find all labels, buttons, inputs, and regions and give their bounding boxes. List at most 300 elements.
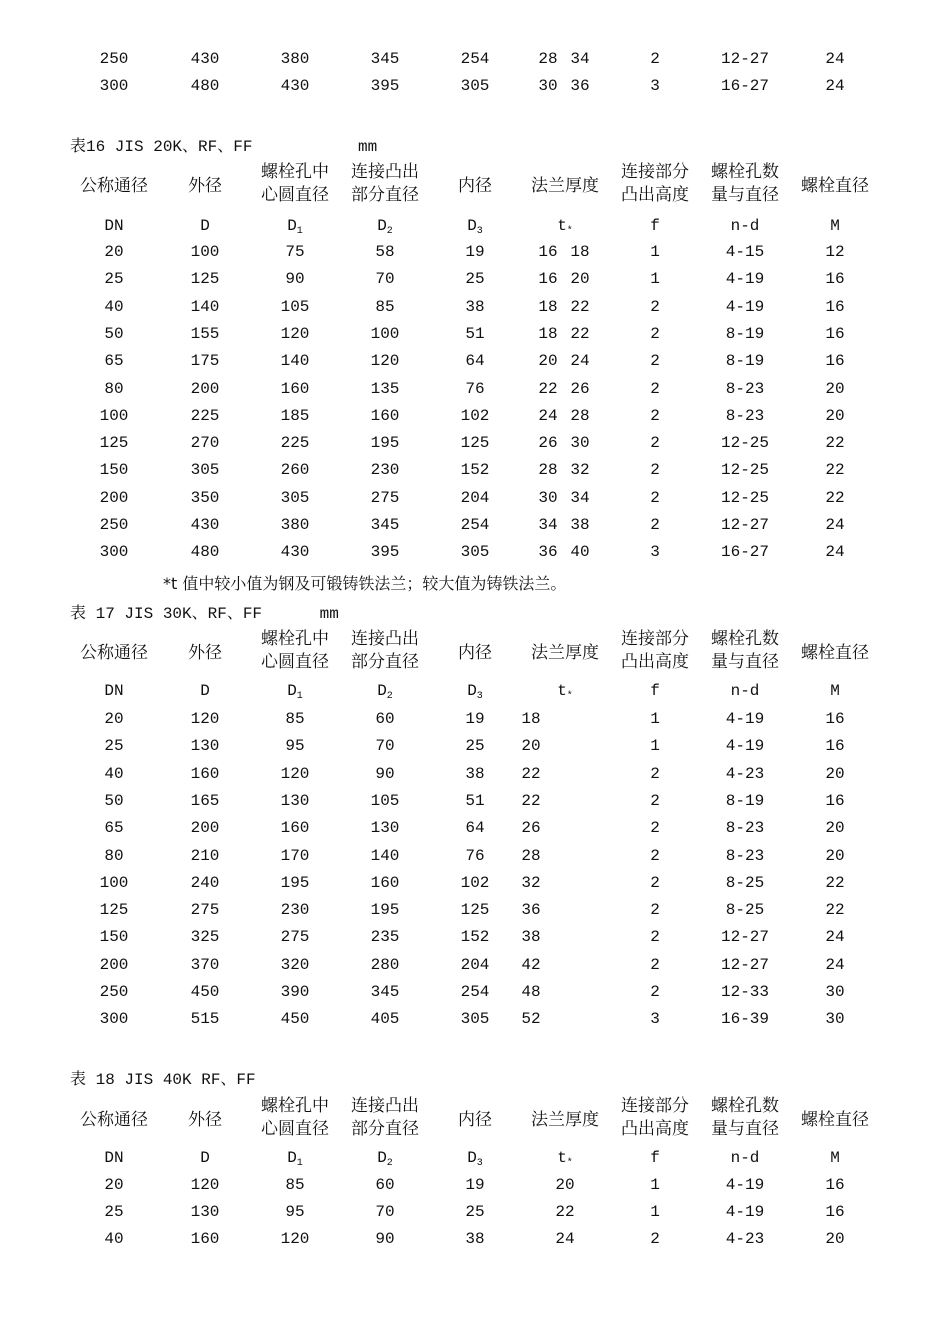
cell-dn: 150: [99, 461, 129, 480]
table18-row: [0, 1199, 950, 1226]
cell-d3: 25: [465, 270, 485, 289]
cell-m: 30: [825, 1010, 845, 1029]
cell-d: 515: [190, 1010, 220, 1029]
header-d: 外径: [188, 1110, 222, 1130]
cell-t1: 30: [538, 77, 558, 95]
cell-d: 350: [190, 488, 220, 507]
cell-m: 20: [825, 379, 845, 398]
cell-nd: 4-19: [725, 270, 765, 289]
cell-dn: 40: [104, 1230, 124, 1248]
cell-nd: 12-27: [720, 50, 769, 68]
cell-t1: 28: [538, 50, 558, 68]
cell-f: 3: [650, 543, 660, 562]
cell-f: 1: [650, 737, 660, 756]
cell-nd: 4-19: [725, 1176, 765, 1194]
cell-d: 160: [190, 764, 220, 783]
cell-d: 370: [190, 955, 220, 974]
cell-dn: 40: [104, 297, 124, 316]
symbol-d2: $D_2$: [377, 1149, 393, 1169]
symbol-d2: $D_2$: [377, 682, 393, 702]
cell-d2: 140: [370, 846, 400, 865]
cell-f: 1: [650, 270, 660, 289]
cell-dn: 25: [104, 737, 124, 756]
table16-note: *t 值中较小值为钢及可锻铸铁法兰；较大值为铸铁法兰。: [163, 574, 567, 593]
cell-d2: 70: [375, 1203, 395, 1221]
symbol-f: f: [650, 217, 660, 235]
cell-m: 20: [825, 819, 845, 838]
cell-d3: 254: [460, 983, 490, 1001]
cell-d2: 100: [370, 324, 400, 343]
cell-t1: 16: [538, 270, 558, 289]
table16-row: [0, 321, 950, 348]
cell-d: 210: [190, 846, 220, 865]
cell-d1: 120: [280, 1230, 310, 1248]
cell-d1: 430: [280, 77, 310, 95]
cell-d: 100: [190, 243, 220, 261]
cell-d3: 152: [460, 928, 490, 947]
cell-t1: 22: [538, 379, 558, 398]
cell-nd: 8-23: [725, 846, 765, 865]
cell-d2: 345: [370, 983, 400, 1001]
cell-d2: 160: [370, 873, 400, 892]
cell-d2: 130: [370, 819, 400, 838]
cell-t: 20: [555, 1176, 575, 1194]
cell-m: 22: [825, 488, 845, 507]
header-m: 螺栓直径: [801, 643, 869, 663]
cell-d3: 305: [460, 1010, 490, 1029]
cell-m: 22: [825, 901, 845, 920]
cell-nd: 4-15: [725, 243, 765, 261]
table17-symbols: [0, 678, 950, 705]
cell-nd: 4-23: [725, 764, 765, 783]
table16-row: [0, 403, 950, 430]
symbol-d: D: [200, 217, 210, 235]
header-d3: 内径: [458, 643, 492, 663]
cell-dn: 125: [99, 434, 129, 453]
cell-d: 165: [190, 791, 220, 810]
cell-d: 240: [190, 873, 220, 892]
cell-d1: 160: [280, 379, 310, 398]
table16-row: [0, 294, 950, 321]
cell-f: 2: [650, 955, 660, 974]
table18-title: 表 18 JIS 40K RF、FF: [70, 1071, 256, 1089]
table17-header: [0, 628, 950, 678]
cell-d3: 76: [465, 846, 485, 865]
cell-t1: 34: [538, 516, 558, 534]
cell-dn: 300: [99, 77, 129, 95]
cell-d2: 345: [370, 50, 400, 68]
table16-symbols: [0, 213, 950, 240]
header-d2: 连接凸出 部分直径: [351, 162, 419, 205]
cell-d3: 64: [465, 819, 485, 838]
cell-d1: 195: [280, 873, 310, 892]
cell-d3: 102: [460, 873, 490, 892]
cell-t: 48: [521, 983, 541, 1001]
header-f: 连接部分 凸出高度: [621, 162, 689, 205]
cell-dn: 65: [104, 352, 124, 371]
cell-d1: 260: [280, 461, 310, 480]
cell-d1: 380: [280, 50, 310, 68]
cell-m: 22: [825, 873, 845, 892]
cell-f: 1: [650, 1203, 660, 1221]
table17-row: [0, 706, 950, 733]
cell-d2: 85: [375, 297, 395, 316]
header-d: 外径: [188, 643, 222, 663]
cell-nd: 12-25: [720, 434, 769, 453]
cell-dn: 200: [99, 488, 129, 507]
table16-row: [0, 430, 950, 457]
cell-f: 2: [650, 352, 660, 371]
cell-d: 225: [190, 406, 220, 425]
cell-d1: 120: [280, 764, 310, 783]
table17-title: 表 17 JIS 30K、RF、FF mm: [70, 605, 339, 623]
cell-d2: 395: [370, 77, 400, 95]
cell-d3: 19: [465, 1176, 485, 1194]
cell-d1: 85: [285, 710, 305, 728]
cell-d3: 19: [465, 710, 485, 728]
cell-nd: 8-19: [725, 791, 765, 810]
cell-nd: 8-25: [725, 873, 765, 892]
symbol-f: f: [650, 1149, 660, 1167]
cell-d2: 405: [370, 1010, 400, 1029]
cell-dn: 80: [104, 846, 124, 865]
table17-row: [0, 761, 950, 788]
cell-t2: 18: [570, 243, 590, 261]
cell-d1: 105: [280, 297, 310, 316]
cell-m: 20: [825, 764, 845, 783]
cell-d2: 58: [375, 243, 395, 261]
table16-row: [0, 376, 950, 403]
cell-d: 155: [190, 324, 220, 343]
cell-nd: 4-19: [725, 710, 765, 728]
symbol-nd: n-d: [730, 682, 760, 700]
cell-dn: 100: [99, 873, 129, 892]
cell-d3: 38: [465, 764, 485, 783]
cell-dn: 250: [99, 50, 129, 68]
cell-m: 16: [825, 270, 845, 289]
cell-d1: 90: [285, 270, 305, 289]
table17-row: [0, 788, 950, 815]
cell-t2: 34: [570, 488, 590, 507]
cell-nd: 12-27: [720, 516, 769, 534]
table16-header: [0, 161, 950, 211]
cell-d3: 305: [460, 543, 490, 562]
cell-t2: 20: [570, 270, 590, 289]
cell-nd: 12-25: [720, 488, 769, 507]
cell-d2: 160: [370, 406, 400, 425]
table18-header: [0, 1095, 950, 1145]
cell-dn: 300: [99, 1010, 129, 1029]
cell-d2: 70: [375, 737, 395, 756]
cell-d3: 64: [465, 352, 485, 371]
header-d1: 螺栓孔中 心圆直径: [261, 1096, 329, 1139]
cell-dn: 80: [104, 379, 124, 398]
cell-dn: 40: [104, 764, 124, 783]
table17-row: [0, 1006, 950, 1033]
cell-d: 480: [190, 77, 220, 95]
cell-nd: 8-23: [725, 819, 765, 838]
cell-d1: 305: [280, 488, 310, 507]
cell-f: 1: [650, 1176, 660, 1194]
cell-f: 2: [650, 846, 660, 865]
cell-t2: 24: [570, 352, 590, 371]
cell-t1: 26: [538, 434, 558, 453]
cell-d: 275: [190, 901, 220, 920]
cell-d1: 185: [280, 406, 310, 425]
cell-t: 22: [521, 791, 541, 810]
symbol-d: D: [200, 1149, 210, 1167]
symbol-d3: $D_3$: [467, 682, 483, 702]
header-nd: 螺栓孔数 量与直径: [711, 1096, 779, 1139]
cell-d: 270: [190, 434, 220, 453]
cell-d3: 25: [465, 1203, 485, 1221]
cell-d: 175: [190, 352, 220, 371]
table17-row: [0, 979, 950, 1006]
cell-nd: 12-27: [720, 955, 769, 974]
symbol-nd: n-d: [730, 1149, 760, 1167]
cell-d2: 280: [370, 955, 400, 974]
cell-d1: 85: [285, 1176, 305, 1194]
table18-symbols: [0, 1145, 950, 1172]
header-dn: 公称通径: [80, 176, 148, 196]
cell-d1: 95: [285, 1203, 305, 1221]
cell-t: 28: [521, 846, 541, 865]
cell-m: 16: [825, 324, 845, 343]
cell-nd: 8-25: [725, 901, 765, 920]
cell-nd: 16-27: [720, 77, 769, 95]
cell-d2: 105: [370, 791, 400, 810]
cell-nd: 4-23: [725, 1230, 765, 1248]
symbol-t: $t_*$: [557, 217, 573, 237]
cell-d2: 275: [370, 488, 400, 507]
cell-m: 24: [825, 928, 845, 947]
cell-t2: 22: [570, 297, 590, 316]
symbol-dn: DN: [104, 682, 124, 700]
cell-m: 16: [825, 737, 845, 756]
cell-d1: 275: [280, 928, 310, 947]
cell-d1: 230: [280, 901, 310, 920]
cell-t: 26: [521, 819, 541, 838]
cell-dn: 125: [99, 901, 129, 920]
table18-row: [0, 1172, 950, 1199]
cell-d3: 25: [465, 737, 485, 756]
cell-d3: 204: [460, 955, 490, 974]
header-m: 螺栓直径: [801, 176, 869, 196]
header-d3: 内径: [458, 176, 492, 196]
cell-d3: 152: [460, 461, 490, 480]
cell-f: 3: [650, 1010, 660, 1029]
cell-dn: 25: [104, 1203, 124, 1221]
cell-f: 2: [650, 819, 660, 838]
cell-d2: 70: [375, 270, 395, 289]
table16-row: [0, 539, 950, 566]
symbol-d1: $D_1$: [287, 217, 303, 237]
cell-m: 16: [825, 352, 845, 371]
cell-d1: 450: [280, 1010, 310, 1029]
cell-t2: 38: [570, 516, 590, 534]
cell-m: 24: [825, 77, 845, 95]
header-d2: 连接凸出 部分直径: [351, 1096, 419, 1139]
cell-d2: 195: [370, 901, 400, 920]
header-t: 法兰厚度: [531, 176, 599, 196]
cell-t1: 18: [538, 324, 558, 343]
cell-nd: 8-23: [725, 379, 765, 398]
cell-m: 12: [825, 243, 845, 261]
table16-row: [0, 512, 950, 539]
cell-d2: 135: [370, 379, 400, 398]
symbol-d3: $D_3$: [467, 217, 483, 237]
cell-m: 16: [825, 1176, 845, 1194]
cell-t2: 30: [570, 434, 590, 453]
cell-m: 22: [825, 461, 845, 480]
cell-t: 38: [521, 928, 541, 947]
cell-t1: 36: [538, 543, 558, 562]
symbol-dn: DN: [104, 1149, 124, 1167]
header-t: 法兰厚度: [531, 1110, 599, 1130]
cell-dn: 50: [104, 791, 124, 810]
cell-t: 32: [521, 873, 541, 892]
cell-nd: 16-27: [720, 543, 769, 562]
cell-d: 125: [190, 270, 220, 289]
table17-row: [0, 843, 950, 870]
cell-t2: 26: [570, 379, 590, 398]
cell-f: 2: [650, 928, 660, 947]
cell-m: 20: [825, 1230, 845, 1248]
cell-d: 450: [190, 983, 220, 1001]
symbol-d1: $D_1$: [287, 682, 303, 702]
cell-d1: 380: [280, 516, 310, 534]
header-dn: 公称通径: [80, 1110, 148, 1130]
cell-nd: 8-19: [725, 324, 765, 343]
cell-dn: 250: [99, 983, 129, 1001]
cell-m: 24: [825, 516, 845, 534]
cell-d1: 320: [280, 955, 310, 974]
header-d: 外径: [188, 176, 222, 196]
cell-nd: 4-19: [725, 737, 765, 756]
cell-d: 430: [190, 50, 220, 68]
header-d1: 螺栓孔中 心圆直径: [261, 629, 329, 672]
cell-nd: 12-33: [720, 983, 769, 1001]
cell-f: 2: [650, 324, 660, 343]
cell-t: 52: [521, 1010, 541, 1029]
cell-d: 480: [190, 543, 220, 562]
cell-d3: 38: [465, 297, 485, 316]
cell-t: 22: [555, 1203, 575, 1221]
cell-t: 22: [521, 764, 541, 783]
table15-row: [0, 73, 950, 100]
header-d2: 连接凸出 部分直径: [351, 629, 419, 672]
cell-m: 16: [825, 1203, 845, 1221]
symbol-d1: $D_1$: [287, 1149, 303, 1169]
cell-t1: 18: [538, 297, 558, 316]
cell-d: 200: [190, 379, 220, 398]
table17-row: [0, 815, 950, 842]
cell-d3: 19: [465, 243, 485, 261]
cell-d3: 254: [460, 50, 490, 68]
cell-d3: 76: [465, 379, 485, 398]
cell-d1: 430: [280, 543, 310, 562]
cell-dn: 20: [104, 1176, 124, 1194]
cell-m: 22: [825, 434, 845, 453]
symbol-d: D: [200, 682, 210, 700]
cell-t: 20: [521, 737, 541, 756]
cell-t2: 32: [570, 461, 590, 480]
cell-d: 305: [190, 461, 220, 480]
cell-d3: 254: [460, 516, 490, 534]
cell-d2: 90: [375, 764, 395, 783]
cell-dn: 250: [99, 516, 129, 534]
header-m: 螺栓直径: [801, 1110, 869, 1130]
cell-d2: 345: [370, 516, 400, 534]
cell-d2: 60: [375, 1176, 395, 1194]
cell-t2: 36: [570, 77, 590, 95]
cell-m: 16: [825, 297, 845, 316]
cell-d1: 390: [280, 983, 310, 1001]
table16-row: [0, 239, 950, 266]
table16-row: [0, 348, 950, 375]
header-nd: 螺栓孔数 量与直径: [711, 162, 779, 205]
cell-nd: 12-25: [720, 461, 769, 480]
cell-d1: 170: [280, 846, 310, 865]
table16-title: 表16 JIS 20K、RF、FF mm: [70, 138, 378, 156]
cell-m: 20: [825, 846, 845, 865]
cell-t: 36: [521, 901, 541, 920]
symbol-dn: DN: [104, 217, 124, 235]
cell-nd: 16-39: [720, 1010, 769, 1029]
cell-f: 2: [650, 983, 660, 1001]
symbol-d2: $D_2$: [377, 217, 393, 237]
cell-m: 24: [825, 955, 845, 974]
cell-d3: 204: [460, 488, 490, 507]
cell-d: 130: [190, 1203, 220, 1221]
cell-f: 3: [650, 77, 660, 95]
cell-m: 16: [825, 791, 845, 810]
cell-d2: 395: [370, 543, 400, 562]
symbol-m: M: [830, 217, 840, 235]
cell-dn: 150: [99, 928, 129, 947]
cell-f: 2: [650, 434, 660, 453]
cell-nd: 8-23: [725, 406, 765, 425]
table17-row: [0, 924, 950, 951]
cell-d: 130: [190, 737, 220, 756]
cell-f: 2: [650, 488, 660, 507]
cell-f: 2: [650, 873, 660, 892]
cell-d2: 235: [370, 928, 400, 947]
cell-d1: 160: [280, 819, 310, 838]
cell-dn: 50: [104, 324, 124, 343]
cell-t2: 34: [570, 50, 590, 68]
cell-m: 30: [825, 983, 845, 1001]
cell-t1: 20: [538, 352, 558, 371]
cell-dn: 100: [99, 406, 129, 425]
table16-row: [0, 266, 950, 293]
cell-t1: 16: [538, 243, 558, 261]
header-nd: 螺栓孔数 量与直径: [711, 629, 779, 672]
cell-dn: 20: [104, 243, 124, 261]
cell-d3: 51: [465, 324, 485, 343]
cell-d3: 125: [460, 434, 490, 453]
cell-nd: 12-27: [720, 928, 769, 947]
cell-t2: 22: [570, 324, 590, 343]
cell-d1: 225: [280, 434, 310, 453]
cell-d1: 140: [280, 352, 310, 371]
cell-d: 430: [190, 516, 220, 534]
cell-d2: 60: [375, 710, 395, 728]
cell-t2: 40: [570, 543, 590, 562]
cell-d: 140: [190, 297, 220, 316]
cell-m: 20: [825, 406, 845, 425]
header-d3: 内径: [458, 1110, 492, 1130]
